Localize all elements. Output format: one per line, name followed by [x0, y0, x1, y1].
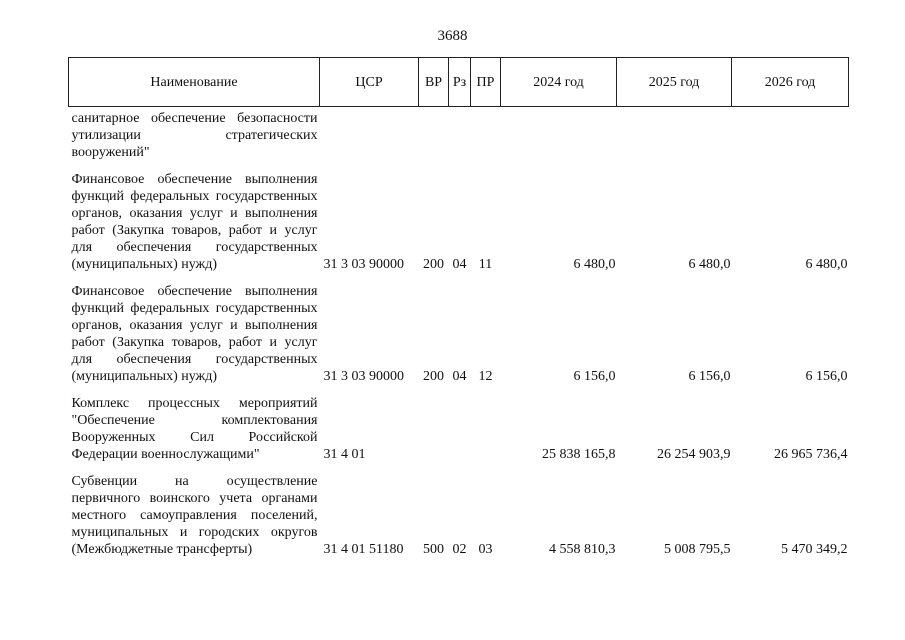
row-name: Субвенции на осуществление первичного воинского учета органами местного самоуправления поселений, муниципальных и городских округов (Межбюджетные трансферты): [71, 474, 318, 557]
row-2026: 6 156,0: [805, 369, 848, 384]
row-csr: 31 3 03 90000: [323, 369, 404, 384]
row-2024: 25 838 165,8: [542, 447, 616, 462]
row-csr: 31 4 01 51180: [323, 542, 404, 557]
row-rz: [449, 393, 471, 471]
table-header-row: [69, 58, 849, 107]
row-rz: [449, 107, 471, 170]
row-name: Финансовое обеспечение выполнения функций федеральных государственных органов, оказания услуг и выполнения работ (Закупка товаров, работ и услуг для обеспечения государственных (муниципальных) нужд): [71, 172, 318, 272]
table-row: [69, 169, 849, 281]
header-name: Наименование: [69, 58, 320, 107]
row-2024: 6 156,0: [573, 369, 616, 384]
row-vr: 200: [423, 257, 444, 272]
row-pr: [471, 393, 501, 471]
row-vr: 500: [423, 542, 444, 557]
row-vr: [419, 107, 449, 170]
row-2026: 5 470 349,2: [781, 542, 848, 557]
row-2026: 6 480,0: [805, 257, 848, 272]
table-row: [69, 471, 849, 566]
row-2024: 6 480,0: [573, 257, 616, 272]
table-row: [69, 393, 849, 471]
header-2024: 2024 год: [501, 58, 617, 107]
row-name: Комплекс процессных мероприятий "Обеспечение комплектования Вооруженных Сил Российской Федерации военнослужащими": [71, 396, 318, 462]
row-2025: [617, 107, 732, 170]
header-2025: 2025 год: [617, 58, 732, 107]
row-vr: 200: [423, 369, 444, 384]
row-rz: 04: [452, 369, 467, 384]
budget-table: [68, 57, 849, 566]
row-name: санитарное обеспечение безопасности утилизации стратегических вооружений": [71, 111, 318, 160]
row-pr: 11: [478, 257, 493, 272]
row-pr: 12: [478, 369, 493, 384]
row-2026: [732, 107, 849, 170]
row-2025: 5 008 795,5: [664, 542, 731, 557]
page-number: 3688: [437, 28, 468, 44]
header-2026: 2026 год: [732, 58, 849, 107]
row-2025: 6 156,0: [688, 369, 731, 384]
row-pr: [471, 107, 501, 170]
table-row: [69, 281, 849, 393]
row-csr: 31 3 03 90000: [323, 257, 404, 272]
row-csr: [320, 107, 419, 170]
table-row: [69, 107, 849, 170]
row-rz: 04: [452, 257, 467, 272]
row-2025: 26 254 903,9: [657, 447, 731, 462]
row-name: Финансовое обеспечение выполнения функций федеральных государственных органов, оказания услуг и выполнения работ (Закупка товаров, работ и услуг для обеспечения государственных (муниципальных) нужд): [71, 284, 318, 384]
header-pr: ПР: [471, 58, 501, 107]
row-2025: 6 480,0: [688, 257, 731, 272]
row-vr: [419, 393, 449, 471]
row-rz: 02: [452, 542, 467, 557]
header-rz: Рз: [449, 58, 471, 107]
row-2024: 4 558 810,3: [549, 542, 616, 557]
row-2026: 26 965 736,4: [774, 447, 848, 462]
row-2024: [501, 107, 617, 170]
header-csr: ЦСР: [320, 58, 419, 107]
header-vr: ВР: [419, 58, 449, 107]
row-csr: 31 4 01: [323, 447, 366, 462]
row-pr: 03: [478, 542, 493, 557]
